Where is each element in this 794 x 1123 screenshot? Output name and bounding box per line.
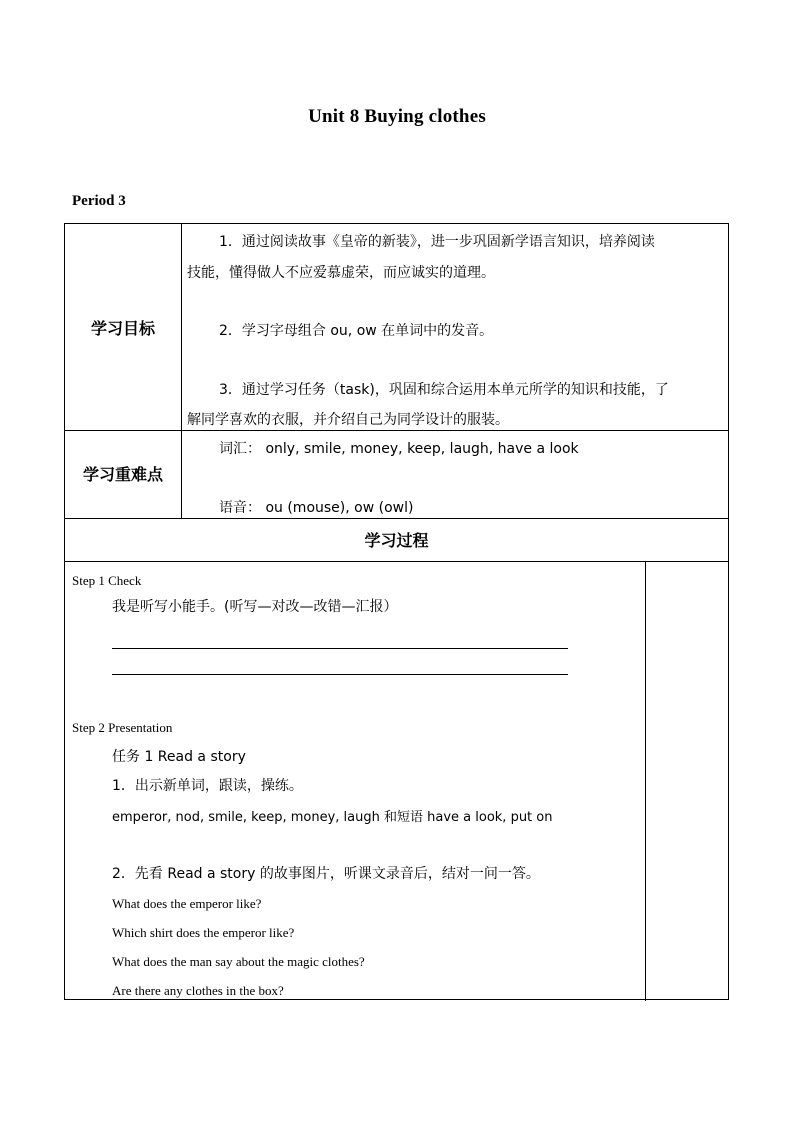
vocab-line <box>219 436 579 462</box>
question-4: Are there any clothes in the box? <box>112 983 284 998</box>
objective-3-line1: 3．通过学习任务（task)，巩固和综合运用本单元所学的知识和技能，了 <box>219 382 669 398</box>
vocab-text: 词汇： only, smile, money, keep, laugh, have a look <box>219 441 579 457</box>
process-header: 学习过程 <box>364 531 429 550</box>
phonics-line <box>219 495 413 521</box>
objective-1-line2: 技能，懂得做人不应爱慕虚荣，而应诚实的道理。 <box>187 265 495 281</box>
period-label: Period 3 <box>72 193 126 209</box>
answer-line <box>112 674 568 675</box>
step2-title: Step 2 Presentation <box>72 720 173 735</box>
key-points-label: 学习重难点 <box>82 465 163 484</box>
objective-2: 2．学习字母组合 ou, ow 在单词中的发音。 <box>219 323 494 339</box>
item1-text: 1．出示新单词，跟读，操练。 <box>112 778 303 794</box>
objective-3-line2: 解同学喜欢的衣服，并介绍自己为同学设计的服装。 <box>187 412 509 428</box>
document-title: Unit 8 Buying clothes <box>308 106 486 127</box>
objectives-label: 学习目标 <box>90 319 155 338</box>
objective-1-line1: 1．通过阅读故事《皇帝的新装》，进一步巩固新学语言知识，培养阅读 <box>219 234 655 250</box>
task1-title: 任务 1 Read a story <box>112 749 246 765</box>
question-3: What does the man say about the magic clothes? <box>112 954 365 969</box>
step1-text: 我是听写小能手。(听写—对改—改错—汇报） <box>112 599 398 615</box>
answer-line <box>112 648 568 649</box>
words-text: emperor, nod, smile, keep, money, laugh 和短语 have a look, put on <box>112 810 553 825</box>
step1-title: Step 1 Check <box>72 573 142 588</box>
lesson-plan-table <box>64 223 729 1000</box>
process-content <box>72 562 642 1000</box>
question-2: Which shirt does the emperor like? <box>112 925 295 940</box>
item2-text: 2．先看 Read a story 的故事图片，听课文录音后，结对一问一答。 <box>112 866 540 882</box>
phonics-text: 语音： ou (mouse), ow (owl) <box>219 500 414 516</box>
question-1: What does the emperor like? <box>112 896 262 911</box>
column-divider <box>181 224 182 518</box>
column-divider <box>645 561 646 1001</box>
